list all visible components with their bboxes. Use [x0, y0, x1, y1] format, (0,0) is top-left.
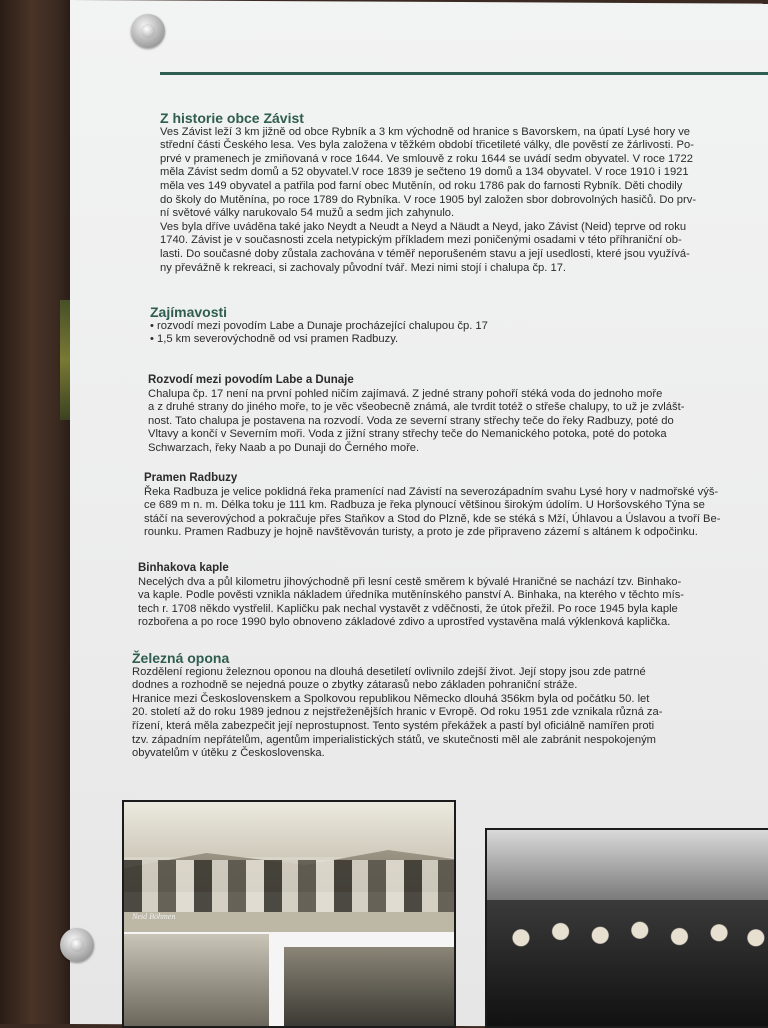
text-line: Řeka Radbuza je velice poklidná řeka pramenící nad Závistí na severozápadním svahu Lysé hory v nadmořské výš- — [144, 485, 719, 498]
photo-houses — [124, 860, 454, 920]
text-line: Rozdělení regionu železnou oponou na dlouhá desetiletí ovlivnilo zdejší život. Její stopy jsou zde patrné — [132, 665, 646, 678]
text-line: ny převážně k rekreaci, si zachovaly původní tvář. Mezi nimi stojí i chalupa čp. 17. — [160, 261, 567, 274]
section-title: Z historie obce Závist — [160, 110, 304, 126]
section-title: Železná opona — [132, 650, 230, 666]
photo-house-right — [284, 947, 454, 1026]
section-title: Pramen Radbuzy — [144, 472, 238, 484]
section-opona — [132, 652, 662, 761]
section-rozvodi — [148, 374, 684, 456]
text-line: měla Závist sedm domů a 52 obyvatel.V roce 1839 je sečteno 19 domů a 134 obyvatel. V roce 1910 i 1921 — [160, 166, 689, 179]
text-line: ní světové války narukovalo 54 mužů a sedm jich zahynulo. — [160, 207, 455, 220]
wooden-post — [0, 0, 80, 1024]
section-pramen — [144, 472, 720, 540]
bullet-item: • 1,5 km severovýchodně od vsi pramen Radbuzy. — [150, 333, 399, 346]
text-line: Ves byla dříve uváděna také jako Neydt a Neudt a Neyd a Näudt a Neyd, jako Závist (Neid) teprve od roku — [160, 220, 687, 233]
text-line: Hranice mezi Československem a Spolkovou republikou Německo dlouhá 356km byla od počátku 50. let — [132, 692, 650, 705]
text-line: prvé v pramenech je zmiňovaná v roce 1644. Ve smlouvě z roku 1644 se uvádí sedm obyvatel. V roce 1722 — [160, 152, 693, 165]
photo-house-left — [124, 934, 269, 1026]
text-line: rozbořena a po roce 1990 bylo obnoveno základové zdivo a uprostřed vystavěna malá výklenková kaplička. — [138, 616, 671, 629]
section-historie — [160, 112, 696, 275]
text-line: řízení, která měla zabezpečit její neprostupnost. Tento systém překážek a pastí byl oficiálně namířen proti — [132, 719, 655, 732]
text-line: Necelých dva a půl kilometru jihovýchodně při lesní cestě směrem k bývalé Hraničné se nachází tzv. Binhako- — [138, 575, 682, 588]
text-line: a z druhé strany do jiného moře, to je věc všeobecně známá, ale tvrdit totéž o střeše chalupy, to už je zvlášt- — [148, 401, 685, 414]
text-line: tech r. 1708 někdo vystřelil. Kapličku pak nechal vystavět z vděčnosti, že útok přežil. Po roce 1945 byla kaple — [138, 602, 678, 615]
bolt-top — [131, 14, 165, 48]
text-line: nost. Tato chalupa je postavena na rozvodí. Voda ze severní strany střechy teče do řeky Radbuzy, poté do — [148, 414, 674, 427]
text-line: tzv. západním nepřátelům, agentům imperialistických států, ve skutečnosti měl ale zabránit nespokojeným — [132, 733, 656, 746]
photo-caption: Neid Böhmen — [132, 912, 176, 921]
section-title: Zajímavosti — [150, 304, 228, 320]
text-line: Ves Závist leží 3 km jižně od obce Rybník a 3 km východně od hranice s Bavorskem, na úpatí Lysé hory ve — [160, 125, 691, 138]
photo-sky — [124, 802, 454, 857]
section-kaple — [138, 562, 684, 630]
text-line: rounku. Pramen Radbuzy je hojně navštěvován turisty, a proto je zde připraveno zázemí s altánem k odpočinku. — [144, 526, 698, 539]
text-line: do školy do Mutěnína, po roce 1789 do Rybníka. V roce 1905 byl založen sbor dobrovolných hasičů. Do prv- — [160, 193, 697, 206]
section-zajimavosti — [150, 306, 488, 347]
text-line: měla ves 149 obyvatel a patřila pod farní obec Mutěnín, od roku 1786 pak do farnosti Rybník. Děti chodily — [160, 179, 683, 192]
historic-musicians-photo — [485, 828, 768, 1028]
section-title: Binhakova kaple — [138, 562, 229, 574]
text-line: Vltavy a končí v Severním moři. Voda z jižní strany střechy teče do Nemanického potoka, poté do potoka — [148, 428, 667, 441]
text-line: 1740. Závist je v současnosti zcela netypickým příkladem mezi poničenými osadami v této příhraniční ob- — [160, 234, 682, 247]
green-rule — [160, 72, 768, 75]
photo-building — [487, 830, 768, 900]
text-line: stáčí na severovýchod a pokračuje přes Staňkov a Stod do Plzně, kde se stéká s Mží, Úhlavou a Úslavou a tvoří Be- — [144, 512, 721, 525]
text-line: Chalupa čp. 17 není na první pohled ničím zajímavá. Z jedné strany pohoří stéká voda do jednoho moře — [148, 387, 663, 400]
text-line: lasti. Do současné doby zůstala zachována v téměř neporušeném stavu a její usedlosti, které jsou využívá- — [160, 247, 690, 260]
bullet-item: • rozvodí mezi povodím Labe a Dunaje procházející chalupou čp. 17 — [150, 319, 488, 332]
text-line: střední části Českého lesa. Ves byla založena v těžkém období třicetileté války, dle pověstí ze žárlivosti. Po- — [160, 139, 694, 152]
section-title: Rozvodí mezi povodím Labe a Dunaje — [148, 374, 354, 386]
text-line: 20. století až do roku 1989 jednou z nejstřeženějších hranic v Evropě. Od roku 1951 zde vznikala různá za- — [132, 706, 663, 719]
text-line: dodnes a rozhodně se nejedná pouze o zbytky zátarasů nebo základen pohraniční stráže. — [132, 679, 578, 692]
text-line: va kaple. Podle pověsti vznikla nákladem úředníka mutěnínského panství A. Binhaka, na kterého v těchto mís- — [138, 589, 685, 602]
bolt-bottom — [60, 928, 94, 962]
text-line: Schwarzach, řeky Naab a po Dunaji do Černého moře. — [148, 441, 420, 454]
text-line: obyvatelům v útěku z Československa. — [132, 747, 325, 760]
photo-band-members — [487, 900, 768, 1026]
historic-village-photo — [122, 800, 456, 1028]
text-line: ce 689 m n. m. Délka toku je 111 km. Radbuza je řeka plynoucí většinou širokým údolím. U Horšovského Týna se — [144, 499, 705, 512]
